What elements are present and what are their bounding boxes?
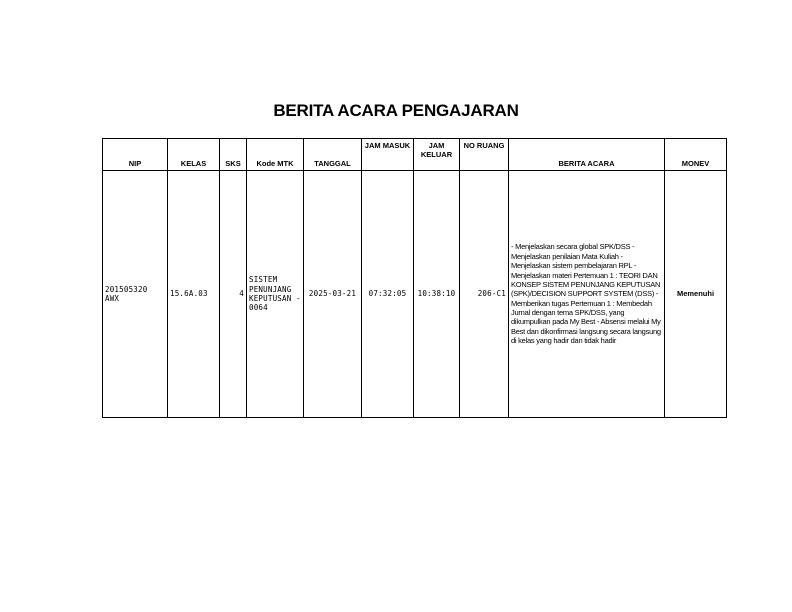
cell-jam-masuk: 07:32:05 — [362, 171, 414, 418]
table-row — [103, 171, 727, 418]
cell-no-ruang: 206-C1 — [460, 171, 509, 418]
header-row — [103, 139, 727, 171]
header-no-ruang: NO RUANG — [460, 139, 509, 171]
header-jam-keluar: JAM KELUAR — [414, 139, 460, 171]
cell-nip: 201505320 AWX — [103, 171, 168, 418]
berita-acara-table — [102, 138, 727, 418]
cell-sks: 4 — [220, 171, 247, 418]
cell-berita-acara: - Menjelaskan secara global SPK/DSS - Menjelaskan penilaian Mata Kuliah - Menjelaskan sistem pembelajaran RPL - Menjelaskan materi Pertemuan 1 : TEORI DAN KONSEP SISTEM PENUNJANG KEPUTUSAN (SPK)/DECISION SUPPORT SYSTEM (DSS) - Memberikan tugas Pertemuan 1 : Membedah Jurnal dengan tema SPK/DSS, yang dikumpulkan pada My Best - Absensi melalui My Best dan dikonfirmasi langsung secara langsung di kelas yang hadir dan tidak hadir — [509, 171, 665, 418]
header-sks: SKS — [220, 139, 247, 171]
header-monev: MONEV — [665, 139, 727, 171]
cell-monev: Memenuhi — [665, 171, 727, 418]
cell-kelas: 15.6A.03 — [168, 171, 220, 418]
header-jam-masuk: JAM MASUK — [362, 139, 414, 171]
header-tanggal: TANGGAL — [304, 139, 362, 171]
header-kode-mtk: Kode MTK — [247, 139, 304, 171]
header-nip: NIP — [103, 139, 168, 171]
cell-kode-mtk: SISTEM PENUNJANG KEPUTUSAN - 0064 — [247, 171, 304, 418]
cell-jam-keluar: 10:38:10 — [414, 171, 460, 418]
header-berita-acara: BERITA ACARA — [509, 139, 665, 171]
header-kelas: KELAS — [168, 139, 220, 171]
document-title: BERITA ACARA PENGAJARAN — [273, 101, 519, 120]
cell-tanggal: 2025-03-21 — [304, 171, 362, 418]
